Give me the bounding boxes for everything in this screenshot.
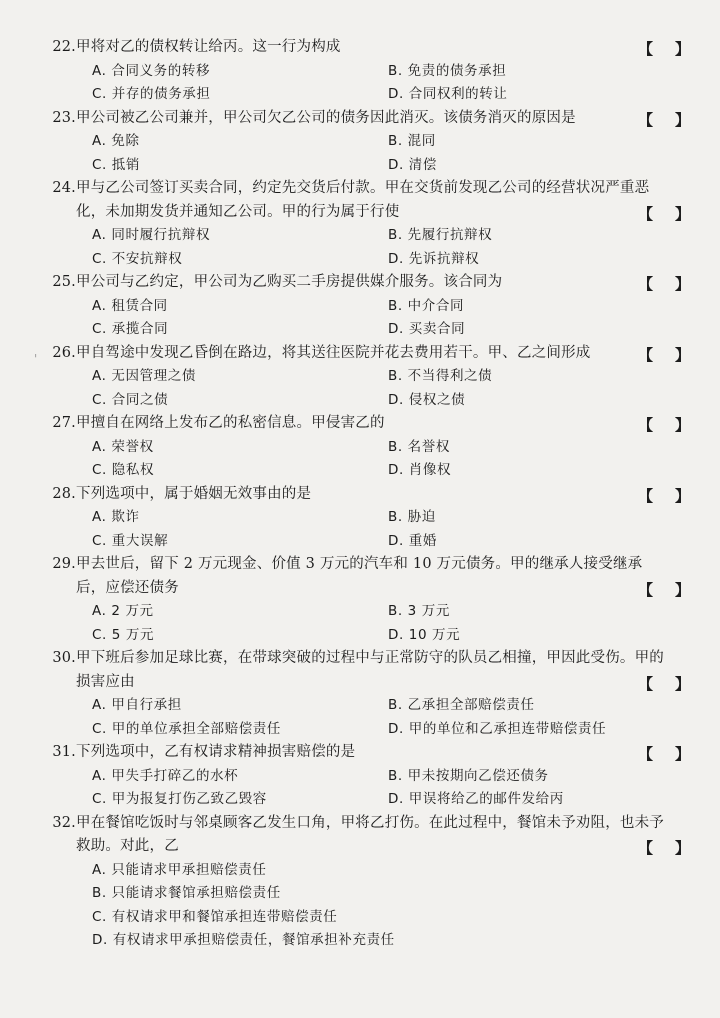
option-list bbox=[92, 506, 720, 553]
option-d: D. 合同权利的转让 bbox=[388, 86, 508, 102]
question-31 bbox=[0, 741, 720, 812]
bracket-open: 【 bbox=[638, 674, 654, 693]
option-b: B. 混同 bbox=[388, 133, 436, 149]
option-d: D. 肖像权 bbox=[388, 462, 452, 478]
option-a: A. 租赁合同 bbox=[92, 297, 168, 314]
option-d: D. 甲误将给乙的邮件发给丙 bbox=[388, 791, 564, 807]
answer-bracket[interactable] bbox=[638, 485, 690, 506]
bracket-close: 】 bbox=[674, 110, 690, 129]
option-c: C. 隐私权 bbox=[92, 462, 155, 478]
question-stem: 甲与乙公司签订买卖合同，约定先交货后付款。甲在交货前发现乙公司的经营状况严重恶化，未加期发货并通知乙公司。甲的行为属于行使 bbox=[76, 180, 650, 220]
option-list bbox=[92, 600, 720, 647]
option-b: B. 名誉权 bbox=[388, 438, 450, 455]
bracket-close: 】 bbox=[674, 486, 690, 505]
question-stem: 甲公司与乙约定，甲公司为乙购买二手房提供媒介服务。该合同为 bbox=[76, 274, 503, 290]
option-a: A. 只能请求甲承担赔偿责任 bbox=[92, 861, 267, 878]
option-a: A. 甲失手打碎乙的水杯 bbox=[92, 767, 239, 784]
question-stem: 甲在餐馆吃饭时与邻桌顾客乙发生口角，甲将乙打伤。在此过程中，餐馆未予劝阻，也未予救助。对此，乙 bbox=[76, 814, 664, 854]
option-b: B. 3 万元 bbox=[388, 603, 450, 619]
bracket-close: 】 bbox=[674, 416, 690, 434]
answer-bracket[interactable] bbox=[638, 837, 690, 858]
option-list bbox=[92, 436, 720, 483]
question-stem: 甲公司被乙公司兼并，甲公司欠乙公司的债务因此消灭。该债务消灭的原因是 bbox=[76, 109, 576, 126]
option-c: C. 甲的单位承担全部赔偿责任 bbox=[92, 720, 282, 737]
option-a: A. 免除 bbox=[92, 133, 140, 149]
bracket-open: 【 bbox=[638, 40, 654, 58]
answer-bracket[interactable] bbox=[638, 673, 690, 694]
question-number: 28. bbox=[52, 485, 76, 502]
answer-bracket[interactable] bbox=[638, 273, 690, 294]
question-30 bbox=[0, 647, 720, 741]
option-list bbox=[92, 295, 720, 342]
question-24 bbox=[0, 177, 720, 271]
option-c: C. 有权请求甲和餐馆承担连带赔偿责任 bbox=[92, 908, 338, 925]
option-c: C. 承揽合同 bbox=[92, 321, 169, 337]
option-c: C. 合同之债 bbox=[92, 391, 169, 408]
bracket-open: 【 bbox=[638, 204, 654, 223]
option-d: D. 甲的单位和乙承担连带赔偿责任 bbox=[388, 720, 607, 737]
bracket-close: 】 bbox=[674, 674, 690, 693]
question-stem: 甲擅自在网络上发布乙的私密信息。甲侵害乙的 bbox=[76, 415, 385, 431]
bracket-open: 【 bbox=[638, 839, 654, 857]
question-number: 22. bbox=[52, 39, 76, 55]
bracket-close: 】 bbox=[674, 345, 690, 364]
option-c: C. 重大误解 bbox=[92, 532, 169, 549]
question-26 bbox=[0, 342, 720, 413]
option-b: B. 不当得利之债 bbox=[388, 368, 493, 384]
question-22 bbox=[0, 36, 720, 107]
option-b: B. 甲未按期向乙偿还债务 bbox=[388, 767, 549, 784]
question-28 bbox=[0, 483, 720, 554]
option-c: C. 抵销 bbox=[92, 156, 141, 173]
option-d: D. 重婚 bbox=[388, 532, 437, 549]
question-32 bbox=[0, 812, 720, 953]
option-a: A. 甲自行承担 bbox=[92, 697, 182, 713]
option-c: C. 不安抗辩权 bbox=[92, 250, 183, 267]
option-list bbox=[92, 859, 720, 953]
question-number: 23. bbox=[52, 109, 76, 126]
option-b: B. 先履行抗辩权 bbox=[388, 227, 493, 243]
bracket-close: 】 bbox=[674, 580, 690, 599]
option-b: B. 只能请求餐馆承担赔偿责任 bbox=[92, 885, 281, 901]
option-c: C. 5 万元 bbox=[92, 626, 155, 643]
question-stem: 甲自驾途中发现乙昏倒在路边，将其送往医院并花去费用若干。甲、乙之间形成 bbox=[76, 344, 591, 361]
question-29 bbox=[0, 553, 720, 647]
option-d: D. 侵权之债 bbox=[388, 391, 466, 408]
answer-bracket[interactable] bbox=[638, 743, 690, 764]
question-list bbox=[0, 36, 720, 953]
option-a: A. 无因管理之债 bbox=[92, 368, 196, 384]
option-d: D. 10 万元 bbox=[388, 626, 461, 643]
bracket-close: 】 bbox=[674, 40, 690, 58]
answer-bracket[interactable] bbox=[638, 344, 690, 365]
option-b: B. 胁迫 bbox=[388, 509, 436, 525]
option-d: D. 有权请求甲承担赔偿责任，餐馆承担补充责任 bbox=[92, 932, 395, 948]
bracket-close: 】 bbox=[674, 745, 690, 763]
option-d: D. 买卖合同 bbox=[388, 321, 466, 337]
question-number: 29. bbox=[52, 556, 76, 572]
option-list bbox=[92, 60, 720, 107]
question-number: 25. bbox=[52, 274, 76, 290]
question-number: 31. bbox=[52, 744, 76, 760]
margin-mark: ' bbox=[34, 352, 38, 366]
question-stem: 甲将对乙的债权转让给丙。这一行为构成 bbox=[76, 39, 341, 55]
option-list bbox=[92, 694, 720, 741]
bracket-open: 【 bbox=[638, 110, 654, 129]
bracket-open: 【 bbox=[638, 486, 654, 505]
bracket-open: 【 bbox=[638, 745, 654, 763]
answer-bracket[interactable] bbox=[638, 414, 690, 435]
question-stem: 下列选项中，乙有权请求精神损害赔偿的是 bbox=[76, 744, 356, 760]
option-list bbox=[92, 130, 720, 177]
option-a: A. 合同义务的转移 bbox=[92, 62, 211, 79]
question-stem: 甲下班后参加足球比赛，在带球突破的过程中与正常防守的队员乙相撞，甲因此受伤。甲的损害应由 bbox=[76, 650, 664, 690]
question-27 bbox=[0, 412, 720, 483]
answer-bracket[interactable] bbox=[638, 579, 690, 600]
question-23 bbox=[0, 107, 720, 178]
option-list bbox=[92, 365, 720, 412]
question-number: 27. bbox=[52, 415, 76, 431]
question-number: 26. bbox=[52, 344, 76, 361]
option-a: A. 2 万元 bbox=[92, 603, 154, 619]
question-number: 24. bbox=[52, 180, 76, 196]
bracket-open: 【 bbox=[638, 416, 654, 434]
option-d: D. 清偿 bbox=[388, 156, 437, 173]
option-a: A. 欺诈 bbox=[92, 509, 140, 525]
answer-bracket[interactable] bbox=[638, 38, 690, 59]
option-c: C. 甲为报复打伤乙致乙毁容 bbox=[92, 791, 267, 807]
question-stem: 甲去世后，留下 2 万元现金、价值 3 万元的汽车和 10 万元债务。甲的继承人接受继承后，应偿还债务 bbox=[76, 556, 643, 596]
question-stem: 下列选项中，属于婚姻无效事由的是 bbox=[76, 485, 312, 502]
bracket-open: 【 bbox=[638, 345, 654, 364]
option-a: A. 荣誉权 bbox=[92, 438, 154, 455]
option-a: A. 同时履行抗辩权 bbox=[92, 227, 211, 243]
question-25 bbox=[0, 271, 720, 342]
answer-bracket[interactable] bbox=[638, 109, 690, 130]
question-number: 32. bbox=[52, 814, 76, 831]
bracket-open: 【 bbox=[638, 275, 654, 293]
option-list bbox=[92, 224, 720, 271]
option-d: D. 先诉抗辩权 bbox=[388, 250, 480, 267]
option-b: B. 乙承担全部赔偿责任 bbox=[388, 697, 535, 713]
option-list bbox=[92, 765, 720, 812]
question-number: 30. bbox=[52, 650, 76, 666]
bracket-close: 】 bbox=[674, 839, 690, 857]
option-c: C. 并存的债务承担 bbox=[92, 86, 211, 102]
bracket-close: 】 bbox=[674, 204, 690, 223]
option-b: B. 免责的债务承担 bbox=[388, 62, 507, 79]
option-b: B. 中介合同 bbox=[388, 297, 465, 314]
bracket-close: 】 bbox=[674, 275, 690, 293]
bracket-open: 【 bbox=[638, 580, 654, 599]
answer-bracket[interactable] bbox=[638, 203, 690, 224]
